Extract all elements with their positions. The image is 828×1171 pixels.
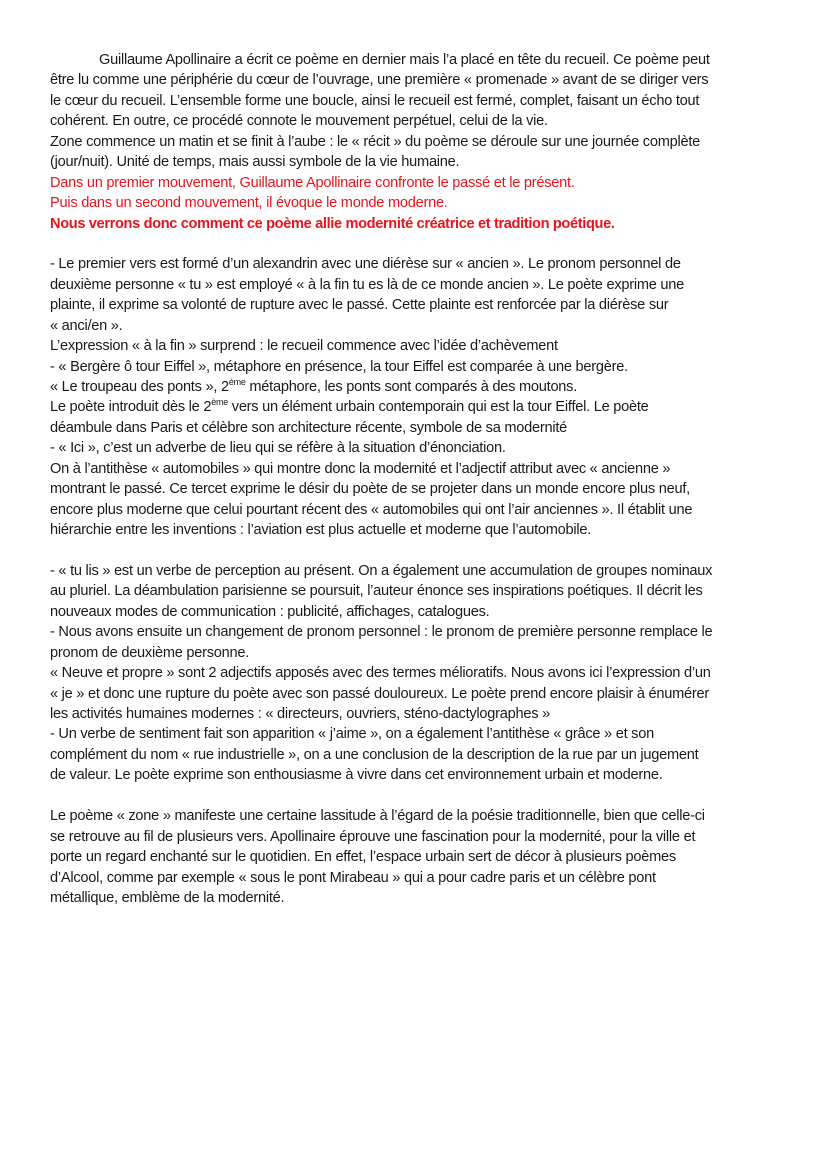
- text-segment: « Le troupeau des ponts », 2: [50, 379, 229, 395]
- superscript: ème: [228, 377, 246, 387]
- paragraph-spacer: [50, 786, 780, 806]
- text-line: métallique, emblème de la modernité.: [50, 889, 285, 906]
- text-line: le cœur du recueil. L’ensemble forme une boucle, ainsi le recueil est fermé, complet, faisant un écho tout: [50, 92, 700, 109]
- text-line: « je » et donc une rupture du poète avec son passé douloureux. Le poète prend encore plaisir à énumérer: [50, 685, 709, 702]
- text-line: pronom de deuxième personne.: [50, 644, 250, 661]
- text-line: nouveaux modes de communication : publicité, affichages, catalogues.: [50, 603, 490, 620]
- text-segment: métaphore, les ponts sont comparés à des moutons.: [245, 379, 578, 395]
- conclusion-paragraph: [50, 806, 780, 908]
- text-line: les activités humaines modernes : « directeurs, ouvriers, sténo-dactylographes »: [50, 706, 550, 722]
- movement-two-analysis: [50, 561, 780, 786]
- text-line: [50, 377, 780, 397]
- paragraph-spacer: [50, 234, 780, 254]
- text-segment: Le poète introduit dès le 2: [50, 399, 212, 416]
- document-page: [50, 50, 780, 908]
- text-line: - « tu lis » est un verbe de perception au présent. On a également une accumulation de groupes nominaux: [50, 562, 713, 579]
- text-line: - « Ici », c’est un adverbe de lieu qui se réfère à la situation d’énonciation.: [50, 440, 506, 457]
- plan-second-movement: Puis dans un second mouvement, il évoque le monde moderne.: [50, 195, 448, 212]
- intro-paragraph: [50, 50, 780, 234]
- superscript: ème: [211, 397, 228, 408]
- text-line: (jour/nuit). Unité de temps, mais aussi symbole de la vie humaine.: [50, 154, 460, 171]
- text-line: Guillaume Apollinaire a écrit ce poème en dernier mais l’a placé en tête du recueil. Ce poème peut: [99, 52, 710, 68]
- text-line: Le poème « zone » manifeste une certaine lassitude à l’égard de la poésie traditionnelle, bien que celle-ci: [50, 808, 705, 825]
- text-line: d’Alcool, comme par exemple « sous le pont Mirabeau » qui a pour cadre paris et un célèbre pont: [50, 869, 656, 886]
- text-line: déambule dans Paris et célèbre son architecture récente, symbole de sa modernité: [50, 419, 568, 436]
- text-line: - « Bergère ô tour Eiffel », métaphore en présence, la tour Eiffel est comparée à une bergère.: [50, 358, 628, 375]
- text-line: On à l’antithèse « automobiles » qui montre donc la modernité et l’adjectif attribut avec « ancienne »: [50, 460, 671, 477]
- text-line: être lu comme une périphérie du cœur de l’ouvrage, une première « promenade » avant de se diriger vers: [50, 72, 709, 89]
- text-line: L’expression « à la fin » surprend : le recueil commence avec l’idée d’achèvement: [50, 338, 558, 355]
- text-line: de valeur. Le poète exprime son enthousiasme à vivre dans cet environnement urbain et moderne.: [50, 767, 663, 784]
- text-line: plainte, il exprime sa volonté de rupture avec le passé. Cette plainte est renforcée par la diérèse sur: [50, 297, 669, 314]
- text-line: hiérarchie entre les inventions : l’aviation est plus actuelle et moderne que l’automobile.: [50, 522, 592, 539]
- text-line: cohérent. En outre, ce procédé connote le mouvement perpétuel, celui de la vie.: [50, 113, 548, 130]
- problematique: Nous verrons donc comment ce poème allie modernité créatrice et tradition poétique.: [50, 215, 615, 232]
- paragraph-spacer: [50, 541, 780, 561]
- text-line: au pluriel. La déambulation parisienne se poursuit, l’auteur énonce ses inspirations poétiques. Il décrit les: [50, 583, 703, 600]
- text-line: - Le premier vers est formé d’un alexandrin avec une diérèse sur « ancien ». Le pronom personnel de: [50, 256, 681, 273]
- text-line: - Nous avons ensuite un changement de pronom personnel : le pronom de première personne remplace le: [50, 624, 713, 641]
- movement-one-analysis: [50, 254, 780, 540]
- text-line: « anci/en ».: [50, 317, 123, 334]
- text-line: se retrouve au fil de plusieurs vers. Apollinaire éprouve une fascination pour la modernité, pour la ville et: [50, 828, 696, 845]
- text-line: Zone commence un matin et se finit à l’aube : le « récit » du poème se déroule sur une journée complète: [50, 133, 701, 150]
- text-line: [50, 397, 780, 417]
- text-line: porte un regard enchanté sur le quotidien. En effet, l’espace urbain sert de décor à plusieurs poèmes: [50, 849, 676, 866]
- plan-first-movement: Dans un premier mouvement, Guillaume Apollinaire confronte le passé et le présent.: [50, 174, 575, 191]
- text-line: - Un verbe de sentiment fait son apparition « j’aime », on a également l’antithèse « grâce » et son: [50, 726, 654, 743]
- text-line: encore plus moderne que celui pourtant récent des « automobiles qui ont l’air anciennes ». Il établit une: [50, 501, 693, 518]
- text-segment: vers un élément urbain contemporain qui est la tour Eiffel. Le poète: [227, 399, 649, 416]
- text-line: montrant le passé. Ce tercet exprime le désir du poète de se projeter dans un monde encore plus neuf,: [50, 481, 690, 498]
- text-line: « Neuve et propre » sont 2 adjectifs apposés avec des termes mélioratifs. Nous avons ici l’expression d’un: [50, 665, 711, 682]
- text-line: deuxième personne « tu » est employé « à la fin tu es là de ce monde ancien ». Le poète exprime une: [50, 276, 685, 293]
- text-line: complément du nom « rue industrielle », on a une conclusion de la description de la rue par un jugement: [50, 746, 699, 763]
